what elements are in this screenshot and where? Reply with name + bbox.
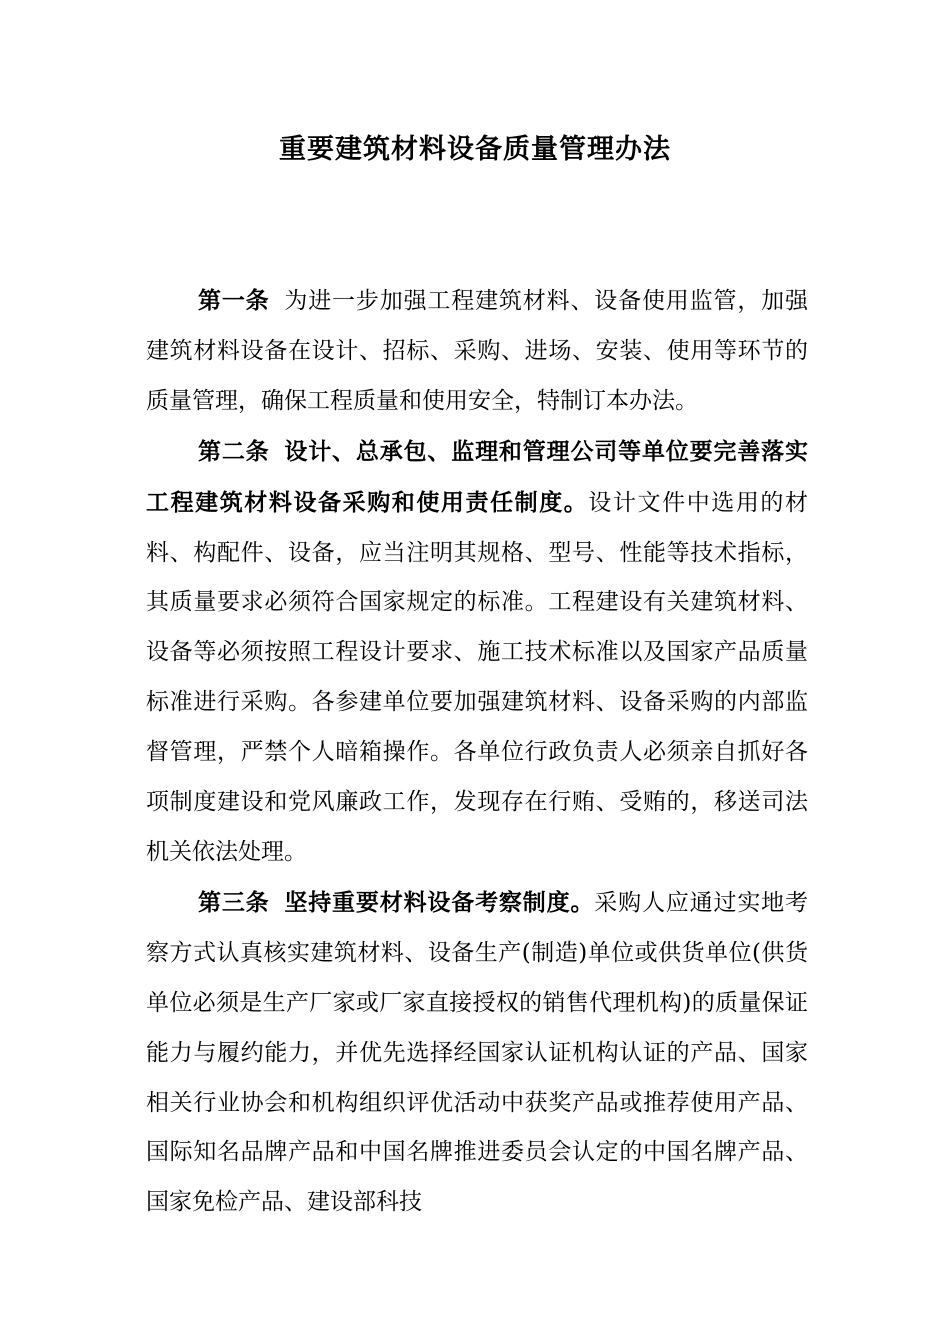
document-title: 重要建筑材料设备质量管理办法 (279, 134, 671, 165)
article-2-lead: 设计、总承包、监理和管理公司等单位要完善落实工程建筑材料设备采购和使用责任制度。 (146, 437, 809, 516)
article-2-heading: 第二条 (198, 437, 270, 465)
article-1-heading: 第一条 (198, 287, 270, 314)
article-3-text: 采购人应通过实地考察方式认真核实建筑材料、设备生产(制造)单位或供货单位(供货单位必须是生产厂家或厂家直接授权的销售代理机构)的质量保证能力与履约能力，并优先选择经国家认证机构认证的产品、国家相关行业协会和机构组织评优活动中获奖产品或推荐使用产品、国际知名品牌产品和中国名牌推进委员会认定的中国名牌产品、国家免检产品、建设部科技 (146, 889, 809, 1216)
article-3-heading: 第三条 (198, 888, 270, 916)
article-1 (146, 276, 808, 427)
article-2 (146, 427, 808, 878)
article-2-text: 设计文件中选用的材料、构配件、设备，应当注明其规格、型号、性能等技术指标，其质量要求必须符合国家规定的标准。工程建设有关建筑材料、设备等必须按照工程设计要求、施工技术标准以及国家产品质量标准进行采购。各参建单位要加强建筑材料、设备采购的内部监督管理，严禁个人暗箱操作。各单位行政负责人必须亲自抓好各项制度建设和党风廉政工作，发现存在行贿、受贿的，移送司法机关依法处理。 (146, 489, 809, 865)
document-body (146, 276, 808, 1228)
article-1-text: 为进一步加强工程建筑材料、设备使用监管，加强建筑材料设备在设计、招标、采购、进场、安装、使用等环节的质量管理，确保工程质量和使用安全，特制订本办法。 (146, 288, 809, 414)
article-3 (146, 878, 808, 1228)
article-3-lead: 坚持重要材料设备考察制度。 (283, 888, 595, 916)
